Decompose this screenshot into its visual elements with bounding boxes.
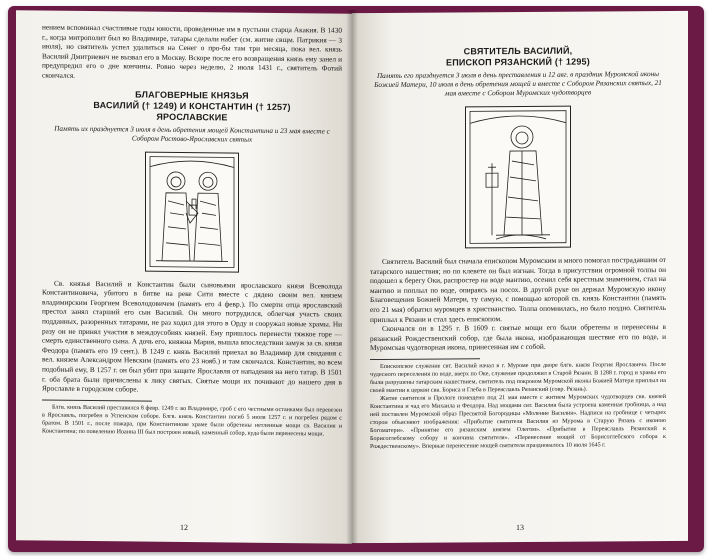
right-footnote-2: Житие святителя в Прологе помещено под 21 мая вместе с житием Муромских чудотворцев свв. князей Константина и чад его Михаила и Феодора. Над мощами свт. Василия была устроена каменная гробница, а над ней поставлен Муромской образ Пресвятой Богородицы «Моление Василия». Надписи на гробнице с четырех сторон объясняют изображения: «Прибытие святителя Василия из Мурома в Старую Рязань с иконою Богоматери». «Принятие его рязанским князем Олегом». «Прибытие в Переяславль Рязанский к Борисоглебскому собору и кончина святителя». «Перенесение мощей от Борисоглебского собора к Рождественскому». Впервые перенесение мощей святителя праздновалось 10 июля 1645 г. <box>370 393 666 450</box>
saints-subtitle: Память их празднуется 3 июля в день обретения мощей Константина и 23 мая вместе с Собором Ростово-Ярославских святых <box>54 124 330 144</box>
basil-heading-line2: ЕПИСКОП РЯЗАНСКИЙ († 1295) <box>446 56 590 68</box>
saints-main-paragraph: Св. князья Василий и Константин были сыновьями ярославского князя Всеволода Константиновича, убитого в битве на реке Сити вместе с дядею своим вел. князем владимирским Георгием Всеволодовичем (память его 4 февр.). По смерти отца ярославский престол занял старший его сын Василий. Он много потрудился, облегчая участь своих подданных, разоренных татарами, не раз ходил для этого в Орду и сооружал новые храмы. Ни разу он не принял участия в междоусобиях князей. Ему пришлось перенести тяжкое горе — смерть единственного сына. А дочь его, княжна Мария, вышла впоследствии замуж за св. князя Феодора (память его 19 сент.). В 1249 г. князь Василий приехал во Владимир для свидания с вел. князем Александром Невским (память его 23 нояб.) и там скончался. Константин, во всем подобный ему, В 1257 г. он был убит при защите Ярославля от нападения на него татар. В 1501 г. оба брата были причислены к лику святых. Святые мощи их почивают до нашего дня в Ярославле в городском соборе. <box>42 278 342 394</box>
saints-heading-line3: ЯРОСЛАВСКИЕ <box>156 111 228 123</box>
right-footnote-1: Епископское служение свт. Василий начал в г. Муроме при дворе блгв. князя Георгия Ярославича. После чудесного переселения по воде, вверх по Оке, служение продолжил в Старой Рязани. В 1288 г. город и храмы его были разрушены татарским нашествием, святитель под покровом Муромской иконы Божией Матери приплыл на своей мантии к церкви свв. Бориса и Глеба в Переяславль Рязанский (совр. Рязань). <box>370 361 666 394</box>
saints-heading-line2: ВАСИЛИЙ († 1249) И КОНСТАНТИН († 1257) <box>93 99 291 112</box>
basil-heading <box>370 45 666 69</box>
basil-icon-illustration <box>465 106 571 249</box>
book-spine <box>346 10 358 544</box>
basil-paragraph-1: Святитель Василий был сначала епископом Муромским и много помогал пострадавшим от татарского нашествия; но по клевете он был изгнан. Тогда в присутствии огромной толпы он подошел к берегу Оки, распростер на воде мантию, осенил себя крестным знамением, стал на мантию и поплыл по воде, опираясь на посох. В другой руке он держал Муромскую икону Благовещения Божией Матери, ту самую, с помощью которой св. князь Константин (память его 21 мая) обратил муромцев в христианство. Толпа опомнилась, но было поздно. Святитель приплыл к Рязани и стал здесь епископом. <box>370 254 666 324</box>
footnote-divider <box>370 358 480 360</box>
left-footnote: Блгв. князь Василий преставился 8 февр. 1249 г. во Владимире, гроб с его честными останками был перевезен в Ярославль, погребен в Успенском соборе. Блгв. князь Константин погиб 5 июля 1257 г. и погребен рядом с братом. В 1501 г., после пожара, при Константинове храме были обретены нетленные мощи св. Василия и Константина; по повелению Иоанна III был построен новый, каменный собор, куда были перенесены мощи. <box>42 404 342 438</box>
left-page-number: 12 <box>180 522 188 533</box>
two-saints-drawing <box>146 152 238 271</box>
basil-subtitle: Память его празднуется 3 июля в день преставления и 12 авг. в праздник Муромской иконы Божией Матери, 10 июля в день обретения мощей и вместе с Собором Рязанских святых, 21 мая вместе с Собором Муромских чудотворцев <box>374 70 662 98</box>
left-page <box>16 10 352 544</box>
intro-paragraph: нением вспоминал счастливые годы юности, проведенные им в пустыни старца Акакия. В 1430 г., когда митрополит был во Владимире, татары сделали набег (см. житие свщм. Патрикия — 3 июля), но святитель успел удалиться на Сенег о про-бы там три месяца, пока вел. князь Василий Дмитриевич не вызвал его в Москву. Вскоре после его возвращения князь ему занел и предупредил его о дне кончины. Ровно через неделю, 2 июля 1431 г., святитель Фотий скончался. <box>42 22 342 80</box>
basil-heading-line1: СВЯТИТЕЛЬ ВАСИЛИЙ, <box>463 45 573 57</box>
basil-paragraph-2: Скончался он в 1295 г. В 1609 г. святые мощи его были обретены и перенесены в рязанский Рождественский собор, где была икона, изображающая шествие его по воде, и Муромская чудотворная икона, принесенная им с собой. <box>370 322 666 353</box>
saints-heading <box>42 88 342 124</box>
right-page-number: 13 <box>516 522 524 533</box>
saints-icon-illustration <box>145 151 239 272</box>
saint-basil-drawing <box>466 107 570 248</box>
saints-heading-line1: БЛАГОВЕРНЫЕ КНЯЗЬЯ <box>135 89 249 101</box>
right-page <box>352 11 688 543</box>
footnote-divider <box>42 399 152 401</box>
